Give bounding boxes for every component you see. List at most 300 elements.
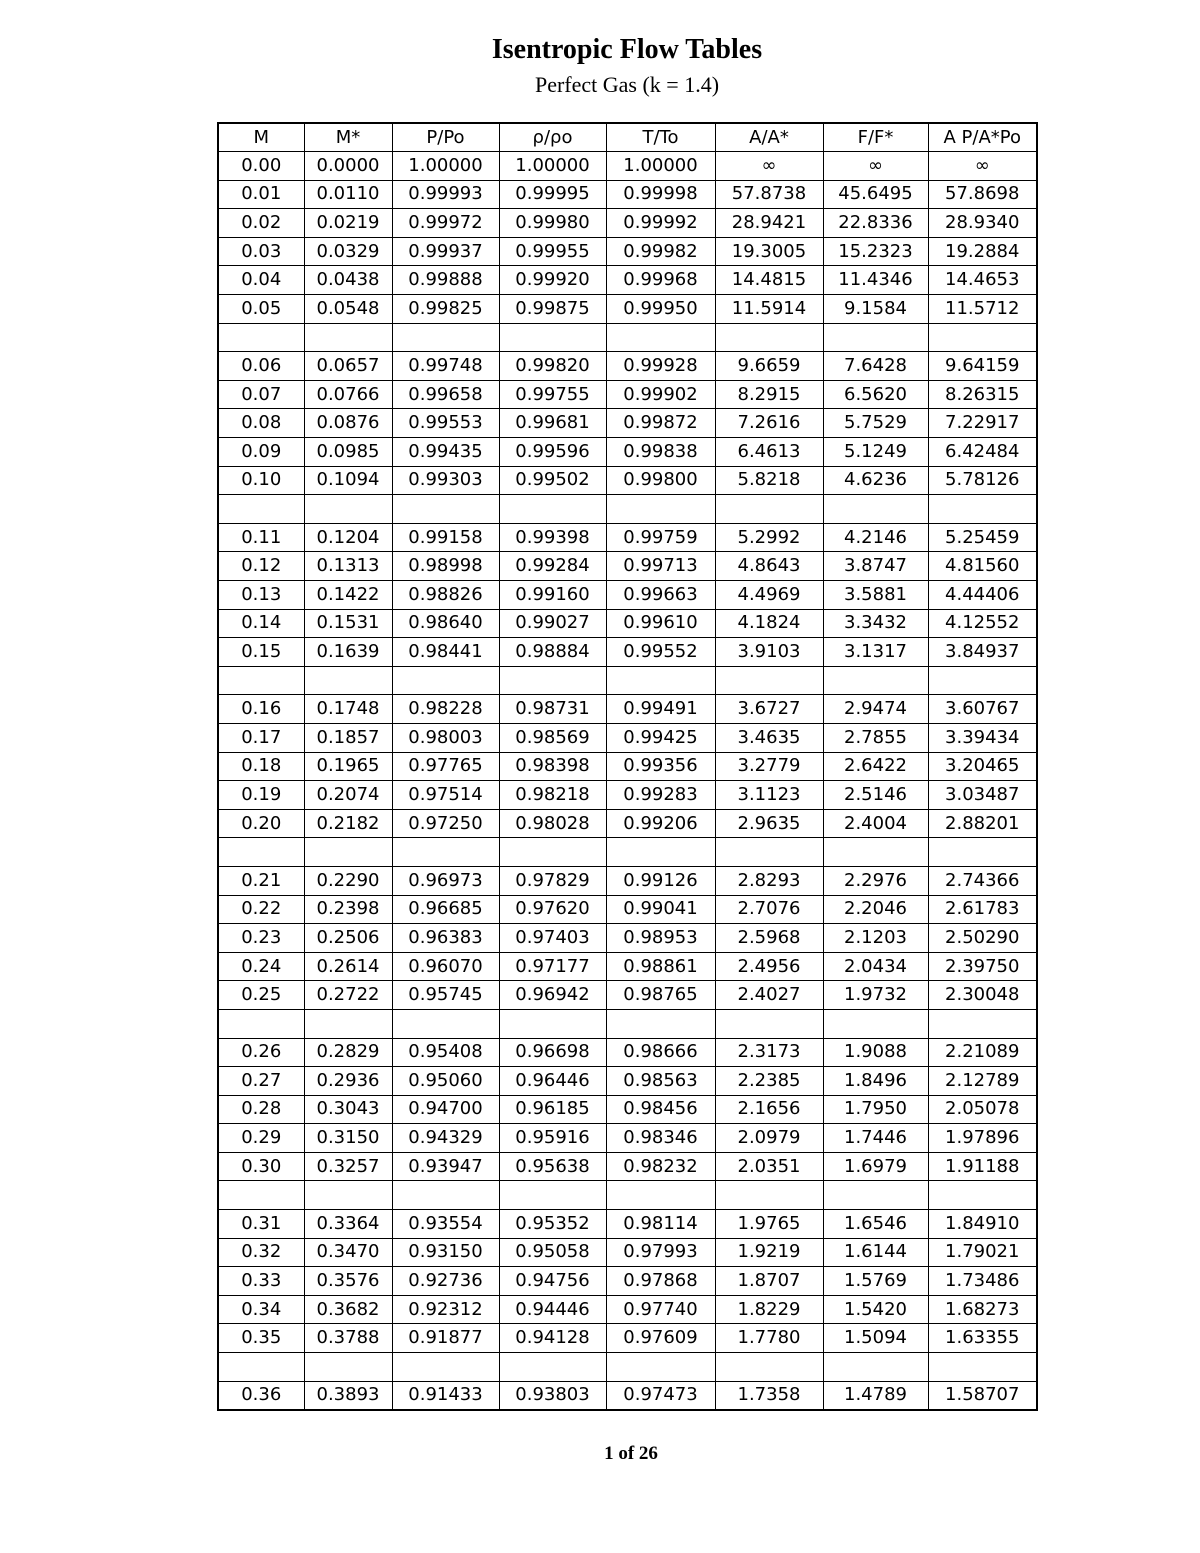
table-cell: 0.3576	[304, 1267, 392, 1296]
table-cell: 1.84910	[928, 1210, 1037, 1239]
table-cell: 2.6422	[823, 752, 928, 781]
table-cell: 0.95916	[499, 1124, 606, 1153]
table-cell: 1.8707	[715, 1267, 823, 1296]
table-cell	[218, 1009, 304, 1038]
table-cell: 0.91433	[392, 1381, 499, 1410]
table-cell: 0.98563	[606, 1067, 715, 1096]
table-cell: 5.78126	[928, 466, 1037, 495]
table-row	[218, 695, 1037, 724]
table-cell	[304, 838, 392, 867]
table-cell: 0.99356	[606, 752, 715, 781]
table-cell: 2.30048	[928, 981, 1037, 1010]
table-row	[218, 1210, 1037, 1239]
table-cell	[606, 1353, 715, 1382]
table-cell: 0.98398	[499, 752, 606, 781]
table-cell	[392, 666, 499, 695]
table-cell: 0.99553	[392, 409, 499, 438]
table-cell: 0.99502	[499, 466, 606, 495]
table-row	[218, 638, 1037, 667]
table-cell: 0.05	[218, 295, 304, 324]
isentropic-flow-table	[217, 122, 1038, 1411]
table-cell	[499, 1009, 606, 1038]
table-cell: 0.98861	[606, 952, 715, 981]
column-header: M*	[304, 123, 392, 152]
table-cell: 2.1656	[715, 1095, 823, 1124]
table-cell: 0.99681	[499, 409, 606, 438]
table-cell: 2.0351	[715, 1152, 823, 1181]
table-cell: 0.97473	[606, 1381, 715, 1410]
table-cell: 1.9219	[715, 1238, 823, 1267]
table-cell: 3.1123	[715, 781, 823, 810]
table-cell: 0.99888	[392, 266, 499, 295]
table-cell: 0.0766	[304, 380, 392, 409]
table-cell: 0.99126	[606, 866, 715, 895]
table-cell: 0.99820	[499, 352, 606, 381]
table-cell: 9.1584	[823, 295, 928, 324]
table-cell: 0.26	[218, 1038, 304, 1067]
table-cell: 0.99920	[499, 266, 606, 295]
column-header: T/To	[606, 123, 715, 152]
table-cell: 2.9474	[823, 695, 928, 724]
table-cell: 0.99552	[606, 638, 715, 667]
table-cell: 2.4956	[715, 952, 823, 981]
table-cell: 0.96685	[392, 895, 499, 924]
table-cell: 3.9103	[715, 638, 823, 667]
table-cell	[392, 495, 499, 524]
table-cell: 14.4815	[715, 266, 823, 295]
table-cell	[606, 1009, 715, 1038]
table-cell: 0.2722	[304, 981, 392, 1010]
table-cell: 19.2884	[928, 237, 1037, 266]
table-cell: 0.1639	[304, 638, 392, 667]
table-row	[218, 152, 1037, 181]
table-cell: 2.9635	[715, 809, 823, 838]
table-cell: 0.13	[218, 581, 304, 610]
table-cell: 0.96942	[499, 981, 606, 1010]
table-cell: 0.29	[218, 1124, 304, 1153]
table-cell: 0.00	[218, 152, 304, 181]
table-cell: ∞	[928, 152, 1037, 181]
table-cell: 3.60767	[928, 695, 1037, 724]
table-cell: 4.6236	[823, 466, 928, 495]
table-cell: 0.02	[218, 209, 304, 238]
table-cell: 0.97250	[392, 809, 499, 838]
table-row	[218, 180, 1037, 209]
table-cell: 4.1824	[715, 609, 823, 638]
table-cell: 2.7855	[823, 723, 928, 752]
table-cell: 0.97740	[606, 1295, 715, 1324]
table-cell	[606, 666, 715, 695]
table-cell: 0.99663	[606, 581, 715, 610]
table-cell: 1.6979	[823, 1152, 928, 1181]
table-cell: 1.58707	[928, 1381, 1037, 1410]
table-cell: 0.10	[218, 466, 304, 495]
table-row	[218, 1324, 1037, 1353]
table-cell: 0.1748	[304, 695, 392, 724]
table-cell: 0.1857	[304, 723, 392, 752]
table-cell: 0.96973	[392, 866, 499, 895]
table-cell: 0.3150	[304, 1124, 392, 1153]
table-row	[218, 1152, 1037, 1181]
table-cell: 1.6144	[823, 1238, 928, 1267]
table-cell: 1.5769	[823, 1267, 928, 1296]
table-cell: 11.4346	[823, 266, 928, 295]
table-row	[218, 1267, 1037, 1296]
table-cell: 0.99928	[606, 352, 715, 381]
table-row	[218, 209, 1037, 238]
table-cell: 0.93150	[392, 1238, 499, 1267]
table-cell	[218, 1353, 304, 1382]
table-cell	[928, 838, 1037, 867]
table-spacer-row	[218, 1009, 1037, 1038]
table-cell: 0.14	[218, 609, 304, 638]
table-cell: 0.99875	[499, 295, 606, 324]
table-cell: 0.27	[218, 1067, 304, 1096]
table-cell: 28.9421	[715, 209, 823, 238]
table-cell	[218, 666, 304, 695]
table-cell: 8.2915	[715, 380, 823, 409]
table-cell: 0.93554	[392, 1210, 499, 1239]
table-cell	[928, 495, 1037, 524]
table-cell: 0.98114	[606, 1210, 715, 1239]
table-cell	[606, 838, 715, 867]
table-row	[218, 952, 1037, 981]
table-cell: 0.97514	[392, 781, 499, 810]
table-cell: 1.7446	[823, 1124, 928, 1153]
column-header: A/A*	[715, 123, 823, 152]
table-cell	[715, 1181, 823, 1210]
table-cell: 0.0985	[304, 438, 392, 467]
column-header: M	[218, 123, 304, 152]
table-cell: 0.2290	[304, 866, 392, 895]
table-cell: 1.00000	[392, 152, 499, 181]
table-cell: 0.31	[218, 1210, 304, 1239]
table-cell: 1.91188	[928, 1152, 1037, 1181]
table-cell: 0.99398	[499, 523, 606, 552]
table-cell	[499, 838, 606, 867]
table-cell: 1.6546	[823, 1210, 928, 1239]
table-cell: 0.96383	[392, 924, 499, 953]
table-cell: 0.99955	[499, 237, 606, 266]
table-row	[218, 295, 1037, 324]
table-cell: 0.25	[218, 981, 304, 1010]
table-cell: 0.3257	[304, 1152, 392, 1181]
table-cell: 0.99998	[606, 180, 715, 209]
table-cell: 2.12789	[928, 1067, 1037, 1096]
table-cell: 0.94128	[499, 1324, 606, 1353]
table-row	[218, 1038, 1037, 1067]
table-cell: 1.8229	[715, 1295, 823, 1324]
table-cell: 0.04	[218, 266, 304, 295]
table-cell: 2.50290	[928, 924, 1037, 953]
table-cell: 0.96698	[499, 1038, 606, 1067]
table-cell	[928, 666, 1037, 695]
table-cell: 0.98346	[606, 1124, 715, 1153]
table-cell: 3.1317	[823, 638, 928, 667]
table-cell: 0.99491	[606, 695, 715, 724]
table-cell: 28.9340	[928, 209, 1037, 238]
table-cell: 0.98884	[499, 638, 606, 667]
table-cell: 0.28	[218, 1095, 304, 1124]
table-cell: 1.73486	[928, 1267, 1037, 1296]
table-cell: 57.8698	[928, 180, 1037, 209]
table-cell: 2.74366	[928, 866, 1037, 895]
table-cell	[715, 323, 823, 352]
table-cell: 6.5620	[823, 380, 928, 409]
table-cell: 7.6428	[823, 352, 928, 381]
table-header-row	[218, 123, 1037, 152]
table-cell: 4.12552	[928, 609, 1037, 638]
table-spacer-row	[218, 838, 1037, 867]
table-row	[218, 895, 1037, 924]
table-cell: 0.0219	[304, 209, 392, 238]
table-cell: 0.97403	[499, 924, 606, 953]
table-cell: 5.8218	[715, 466, 823, 495]
table-cell: 2.8293	[715, 866, 823, 895]
table-body	[218, 152, 1037, 1410]
table-cell: 0.99825	[392, 295, 499, 324]
table-cell: 0.1094	[304, 466, 392, 495]
table-cell: 0.97609	[606, 1324, 715, 1353]
column-header: A P/A*Po	[928, 123, 1037, 152]
table-cell	[928, 323, 1037, 352]
table-cell	[928, 1353, 1037, 1382]
table-cell: 0.99610	[606, 609, 715, 638]
table-cell: 0.0000	[304, 152, 392, 181]
table-cell: 0.93947	[392, 1152, 499, 1181]
table-cell: 2.0979	[715, 1124, 823, 1153]
table-cell: 3.84937	[928, 638, 1037, 667]
table-cell: 0.21	[218, 866, 304, 895]
table-row	[218, 781, 1037, 810]
table-cell: 15.2323	[823, 237, 928, 266]
table-cell: 2.88201	[928, 809, 1037, 838]
table-cell	[304, 1181, 392, 1210]
table-cell: 0.98218	[499, 781, 606, 810]
table-cell: 2.4027	[715, 981, 823, 1010]
table-spacer-row	[218, 666, 1037, 695]
table-cell: 11.5914	[715, 295, 823, 324]
table-cell: 4.44406	[928, 581, 1037, 610]
table-cell: 0.99755	[499, 380, 606, 409]
table-cell: 2.5146	[823, 781, 928, 810]
table-cell: 5.2992	[715, 523, 823, 552]
table-cell: 0.3788	[304, 1324, 392, 1353]
table-cell: 0.91877	[392, 1324, 499, 1353]
table-row	[218, 581, 1037, 610]
table-cell: 0.98765	[606, 981, 715, 1010]
table-row	[218, 866, 1037, 895]
table-row	[218, 809, 1037, 838]
table-cell	[715, 1009, 823, 1038]
table-cell: 0.99748	[392, 352, 499, 381]
table-cell: 0.99658	[392, 380, 499, 409]
table-cell: 9.64159	[928, 352, 1037, 381]
table-cell: 0.08	[218, 409, 304, 438]
table-row	[218, 1295, 1037, 1324]
page-number: 1 of 26	[604, 1443, 658, 1464]
table-cell: 0.94700	[392, 1095, 499, 1124]
table-cell: 0.99838	[606, 438, 715, 467]
table-cell: 0.1422	[304, 581, 392, 610]
table-cell: 0.98228	[392, 695, 499, 724]
table-cell: 0.99980	[499, 209, 606, 238]
table-cell: 0.96185	[499, 1095, 606, 1124]
table-cell: 6.4613	[715, 438, 823, 467]
table-cell: 1.9765	[715, 1210, 823, 1239]
table-cell: 0.99800	[606, 466, 715, 495]
table-cell: 0.34	[218, 1295, 304, 1324]
table-cell: 5.25459	[928, 523, 1037, 552]
table-cell: 1.7358	[715, 1381, 823, 1410]
table-cell: 0.22	[218, 895, 304, 924]
table-cell	[499, 1353, 606, 1382]
table-cell	[499, 495, 606, 524]
table-cell: 7.22917	[928, 409, 1037, 438]
table-cell	[823, 1009, 928, 1038]
table-cell: 0.99759	[606, 523, 715, 552]
table-cell	[715, 666, 823, 695]
table-cell: 1.97896	[928, 1124, 1037, 1153]
table-cell: 5.1249	[823, 438, 928, 467]
table-spacer-row	[218, 1181, 1037, 1210]
table-row	[218, 1381, 1037, 1410]
table-cell: 0.99982	[606, 237, 715, 266]
table-cell: 3.8747	[823, 552, 928, 581]
table-row	[218, 438, 1037, 467]
table-cell: 0.0438	[304, 266, 392, 295]
table-cell: 0.98998	[392, 552, 499, 581]
table-cell: 1.5094	[823, 1324, 928, 1353]
table-cell: 0.20	[218, 809, 304, 838]
table-row	[218, 924, 1037, 953]
table-cell	[715, 1353, 823, 1382]
table-cell: ∞	[823, 152, 928, 181]
table-cell: 2.39750	[928, 952, 1037, 981]
table-cell: 0.98569	[499, 723, 606, 752]
table-cell: 0.3682	[304, 1295, 392, 1324]
table-cell: 1.7780	[715, 1324, 823, 1353]
table-cell: 8.26315	[928, 380, 1037, 409]
table-cell: 4.2146	[823, 523, 928, 552]
table-cell: 0.97177	[499, 952, 606, 981]
table-cell: 0.16	[218, 695, 304, 724]
table-cell: 2.2046	[823, 895, 928, 924]
table-cell: 0.2614	[304, 952, 392, 981]
table-cell: 3.03487	[928, 781, 1037, 810]
table-cell: 0.1965	[304, 752, 392, 781]
table-cell: 0.3043	[304, 1095, 392, 1124]
table-cell: 0.97993	[606, 1238, 715, 1267]
table-cell: 0.97620	[499, 895, 606, 924]
table-cell: 2.2385	[715, 1067, 823, 1096]
table-cell: 6.42484	[928, 438, 1037, 467]
table-cell: 0.99993	[392, 180, 499, 209]
table-cell: 0.17	[218, 723, 304, 752]
table-cell: 0.95638	[499, 1152, 606, 1181]
table-cell	[823, 1181, 928, 1210]
table-cell: 1.9732	[823, 981, 928, 1010]
table-cell: 0.01	[218, 180, 304, 209]
table-cell: 0.99950	[606, 295, 715, 324]
table-cell: 2.61783	[928, 895, 1037, 924]
table-cell: 57.8738	[715, 180, 823, 209]
table-cell: 0.0548	[304, 295, 392, 324]
table-cell	[823, 495, 928, 524]
table-cell: 2.05078	[928, 1095, 1037, 1124]
table-cell: 1.00000	[499, 152, 606, 181]
column-header: F/F*	[823, 123, 928, 152]
table-cell	[823, 323, 928, 352]
table-cell: 11.5712	[928, 295, 1037, 324]
table-cell	[499, 1181, 606, 1210]
table-cell	[392, 1181, 499, 1210]
table-cell: 0.03	[218, 237, 304, 266]
table-cell: 2.2976	[823, 866, 928, 895]
table-cell: 3.20465	[928, 752, 1037, 781]
table-cell: 1.79021	[928, 1238, 1037, 1267]
table-cell: 0.99968	[606, 266, 715, 295]
table-cell: 0.97868	[606, 1267, 715, 1296]
table-cell: 0.99425	[606, 723, 715, 752]
table-cell	[823, 1353, 928, 1382]
table-cell: 2.0434	[823, 952, 928, 981]
table-cell: 0.2936	[304, 1067, 392, 1096]
table-cell: 2.1203	[823, 924, 928, 953]
table-cell: 0.1204	[304, 523, 392, 552]
table-cell: 0.99992	[606, 209, 715, 238]
table-cell: 3.39434	[928, 723, 1037, 752]
table-row	[218, 981, 1037, 1010]
table-cell: 1.9088	[823, 1038, 928, 1067]
column-header: P/Po	[392, 123, 499, 152]
table-cell: 19.3005	[715, 237, 823, 266]
table-cell: 0.99206	[606, 809, 715, 838]
table-cell: 45.6495	[823, 180, 928, 209]
table-cell	[606, 1181, 715, 1210]
table-cell: 0.23	[218, 924, 304, 953]
table-spacer-row	[218, 1353, 1037, 1382]
table-cell: 2.21089	[928, 1038, 1037, 1067]
page-title: Isentropic Flow Tables	[491, 34, 763, 65]
table-cell: 0.06	[218, 352, 304, 381]
table-cell: 0.99596	[499, 438, 606, 467]
table-cell: 0.32	[218, 1238, 304, 1267]
table-cell	[499, 666, 606, 695]
table-cell: 0.0329	[304, 237, 392, 266]
table-cell: 0.2506	[304, 924, 392, 953]
table-cell: 0.99995	[499, 180, 606, 209]
table-cell: 1.00000	[606, 152, 715, 181]
table-cell: 0.99972	[392, 209, 499, 238]
table-cell: 0.15	[218, 638, 304, 667]
table-cell	[823, 666, 928, 695]
table-cell: 0.2182	[304, 809, 392, 838]
table-row	[218, 237, 1037, 266]
table-cell: 0.99872	[606, 409, 715, 438]
table-cell: 0.35	[218, 1324, 304, 1353]
table-cell	[218, 838, 304, 867]
table-cell: 0.98666	[606, 1038, 715, 1067]
table-cell: 0.99160	[499, 581, 606, 610]
table-cell: 0.30	[218, 1152, 304, 1181]
table-cell: 0.94756	[499, 1267, 606, 1296]
table-cell: 0.99902	[606, 380, 715, 409]
table-cell	[392, 1353, 499, 1382]
table-row	[218, 523, 1037, 552]
table-cell: 0.2398	[304, 895, 392, 924]
table-cell: 0.99303	[392, 466, 499, 495]
